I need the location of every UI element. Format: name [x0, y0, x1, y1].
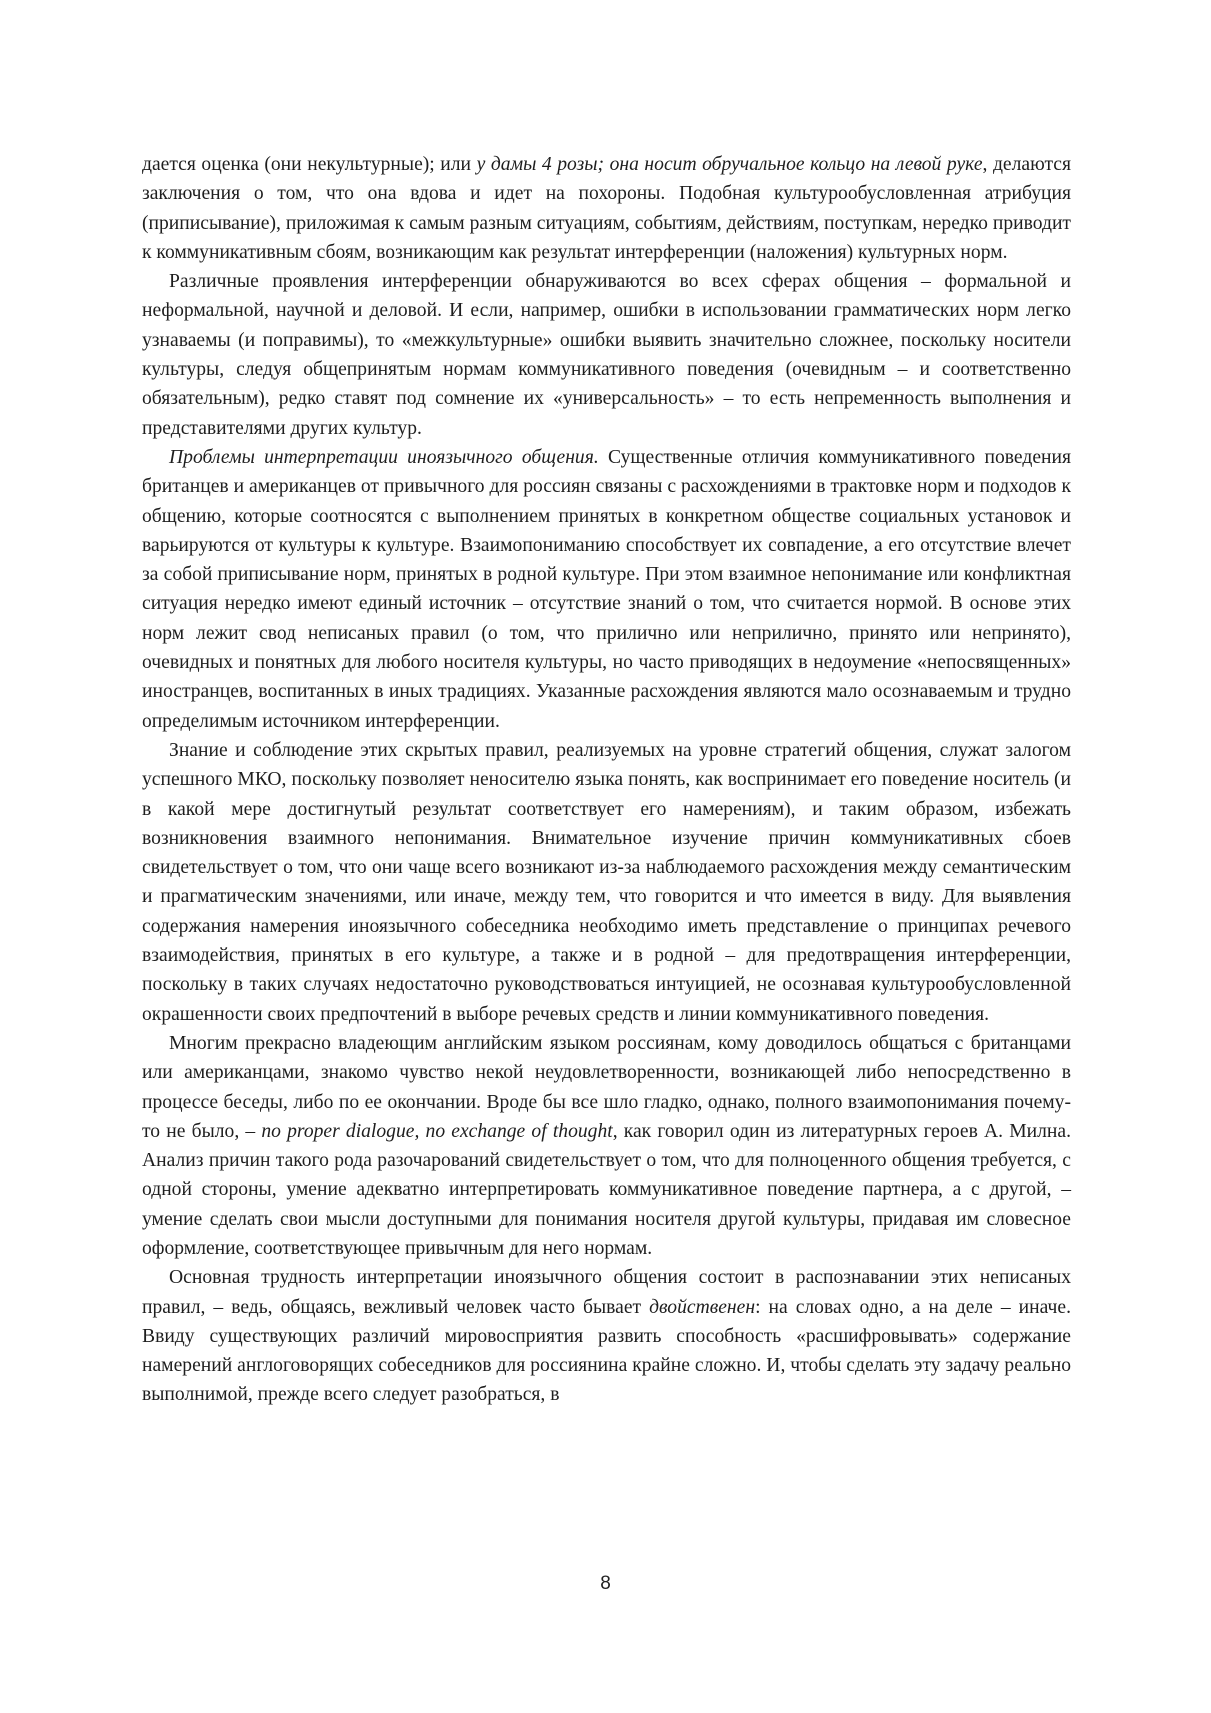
page-number: 8: [600, 1573, 611, 1594]
paragraph-1: [142, 150, 1071, 267]
p3-text-1: Существенные отличия коммуникативного поведения британцев и американцев от привычного для россиян связаны с расхождениями в трактовке норм и подходов к общению, которые соотносятся с выполнением принятых в конкретном обществе социальных установок и варьируются от культуры к культуре. Взаимопониманию способствует их совпадение, а его отсутствие влечет за собой приписывание норм, принятых в родной культуре. При этом взаимное непонимание или конфликтная ситуация нередко имеют единый источник – отсутствие знаний о том, что считается нормой. В основе этих норм лежит свод неписаных правил (о том, что прилично или неприлично, принято или непринято), очевидных и понятных для любого носителя культуры, но часто приводящих в недоумение «непосвященных» иностранцев, воспитанных в иных традициях. Указанные расхождения являются мало осознаваемым и трудно определимым источником интерференции.: [142, 446, 1071, 732]
paragraph-6: [142, 1263, 1071, 1409]
p4-text-1: Знание и соблюдение этих скрытых правил, реализуемых на уровне стратегий общения, служат залогом успешного МКО, поскольку позволяет неносителю языка понять, как воспринимает его поведение носитель (и в какой мере достигнутый результат соответствует его намерениям), и таким образом, избежать возникновения взаимного непонимания. Внимательное изучение причин коммуникативных сбоев свидетельствует о том, что они чаще всего возникают из-за наблюдаемого расхождения между семантическим и прагматическим значениями, или иначе, между тем, что говорится и что имеется в виду. Для выявления содержания намерения иноязычного собеседника необходимо иметь представление о принципах речевого взаимодействия, принятых в его культуре, а также и в родной – для предотвращения интерференции, поскольку в таких случаях недостаточно руководствоваться интуицией, не осознавая культурообусловленной окрашенности своих предпочтений в выборе речевых средств и линии коммуникативного поведения.: [142, 739, 1071, 1025]
paragraph-5: [142, 1029, 1071, 1263]
p5-text-2: , как говорил один из литературных героев А. Милна. Анализ причин такого рода разочарований свидетельствует о том, что для полноценного общения требуется, с одной стороны, умение адекватно интерпретировать коммуникативное поведение партнера, а с другой, – умение сделать свои мысли доступными для понимания носителя другой культуры, придавая им словесное оформление, соответствующее привычным для него нормам.: [142, 1120, 1072, 1259]
paragraph-4: [142, 736, 1071, 1029]
p1-text-2: , делаются заключения о том, что она вдова и идет на похороны. Подобная культурообусловленная атрибуция (приписывание), приложимая к самым разным ситуациям, событиям, действиям, поступкам, нередко приводит к коммуникативным сбоям, возникающим как результат интерференции (наложения) культурных норм.: [142, 154, 1071, 263]
paragraph-2: [142, 267, 1071, 443]
p2-text-1: Различные проявления интерференции обнаруживаются во всех сферах общения – формальной и неформальной, научной и деловой. И если, например, ошибки в использовании грамматических норм легко узнаваемы (и поправимы), то «межкультурные» ошибки выявить значительно сложнее, поскольку носители культуры, следуя общепринятым нормам коммуникативного поведения (очевидным – и соответственно обязательным), редко ставят под сомнение их «универсальность» – то есть непременность выполнения и представителями других культур.: [142, 271, 1071, 439]
p6-text-2: : на словах одно, а на деле – иначе. Ввиду существующих различий мировосприятия развить способность «расшифровывать» содержание намерений англоговорящих собеседников для россиянина крайне сложно. И, чтобы сделать эту задачу реально выполнимой, прежде всего следует разобраться, в: [142, 1296, 1072, 1406]
p6-text-1: Основная трудность интерпретации иноязычного общения состоит в распознавании этих неписаных правил, – ведь, общаясь, вежливый человек часто бывает: [142, 1267, 1071, 1318]
p5-italic-quote: no proper dialogue, no exchange of thought: [261, 1120, 613, 1142]
p5-text-1: Многим прекрасно владеющим английским языком россиянам, кому доводилось общаться с британцами или американцами, знакомо чувство некой неудовлетворенности, возникающей либо непосредственно в процессе беседы, либо по ее окончании. Вроде бы все шло гладко, однако, полного взаимопонимания почему-то не было, –: [142, 1032, 1071, 1142]
p6-italic-word: двойственен: [649, 1296, 756, 1318]
p1-italic-example: у дамы 4 розы; она носит обручальное кольцо на левой руке: [476, 154, 983, 175]
page-body: [142, 150, 1071, 1410]
p1-text-1: дается оценка (они некультурные); или: [142, 154, 477, 175]
p3-italic-heading: Проблемы интерпретации иноязычного общения.: [169, 446, 599, 468]
paragraph-3: [142, 443, 1071, 736]
